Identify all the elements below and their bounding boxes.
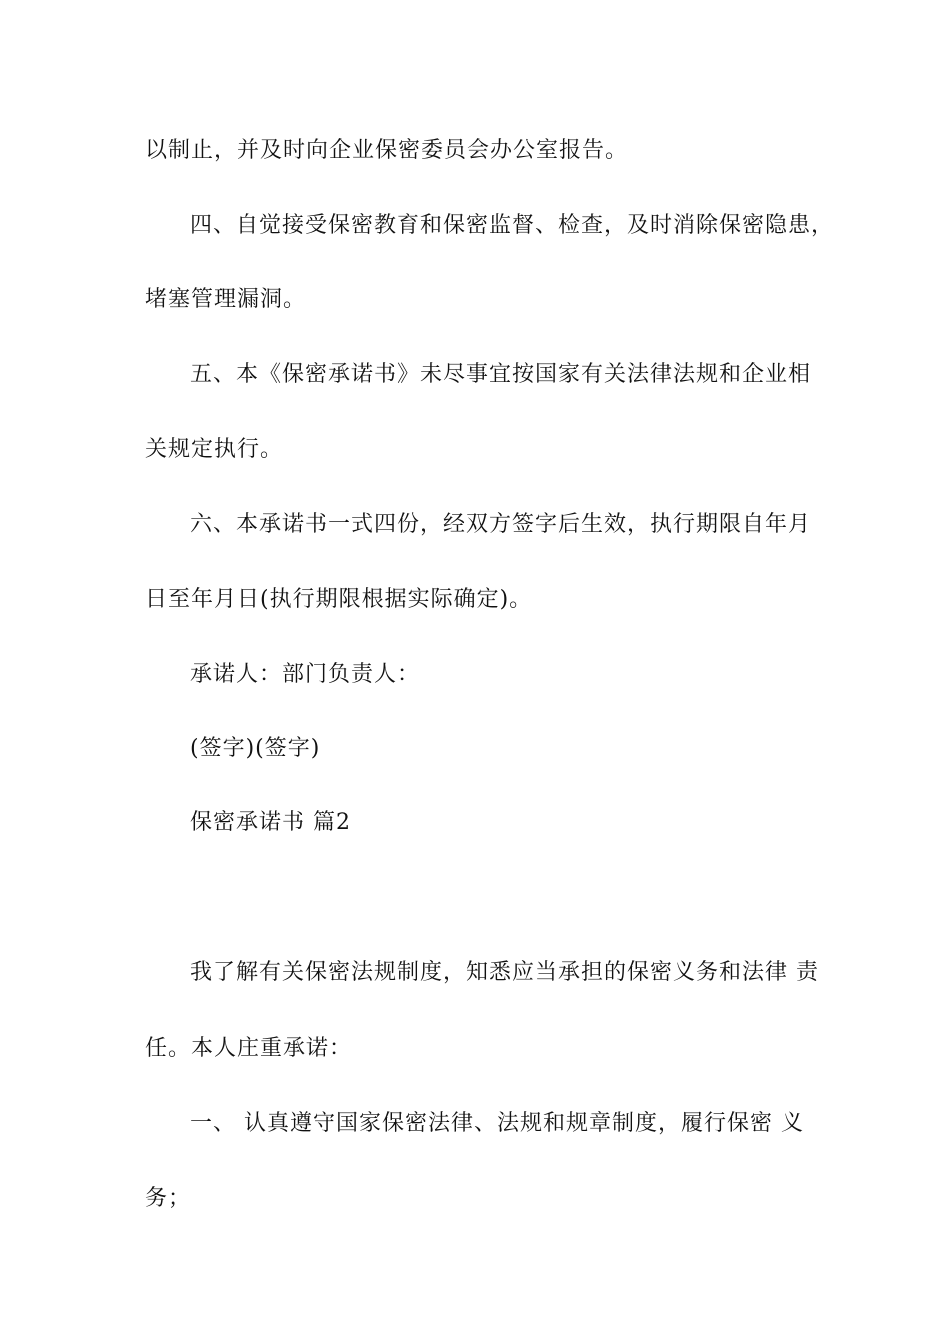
paragraph-line: 我了解有关保密法规制度，知悉应当承担的保密义务和法律 责: [190, 960, 819, 985]
section-title: 保密承诺书 篇2: [190, 810, 351, 835]
paragraph-line: 关规定执行。: [145, 437, 284, 462]
paragraph-line: 以制止，并及时向企业保密委员会办公室报告。: [145, 138, 629, 163]
signatory-line: 承诺人：部门负责人：: [190, 662, 421, 687]
paragraph-line: 务；: [145, 1186, 192, 1211]
paragraph-line: 任。本人庄重承诺：: [145, 1036, 353, 1061]
paragraph-line: 六、本承诺书一式四份，经双方签字后生效，执行期限自年月: [190, 512, 812, 537]
signature-line: (签字)(签字): [190, 736, 321, 761]
paragraph-line: 五、本《保密承诺书》未尽事宜按国家有关法律法规和企业相: [190, 362, 812, 387]
paragraph-line: 堵塞管理漏洞。: [145, 287, 307, 312]
paragraph-line: 日至年月日(执行期限根据实际确定)。: [145, 587, 533, 612]
paragraph-line: 四、自觉接受保密教育和保密监督、检查，及时消除保密隐患，: [190, 213, 835, 238]
paragraph-line: 一、 认真遵守国家保密法律、法规和规章制度，履行保密 义: [190, 1111, 804, 1136]
